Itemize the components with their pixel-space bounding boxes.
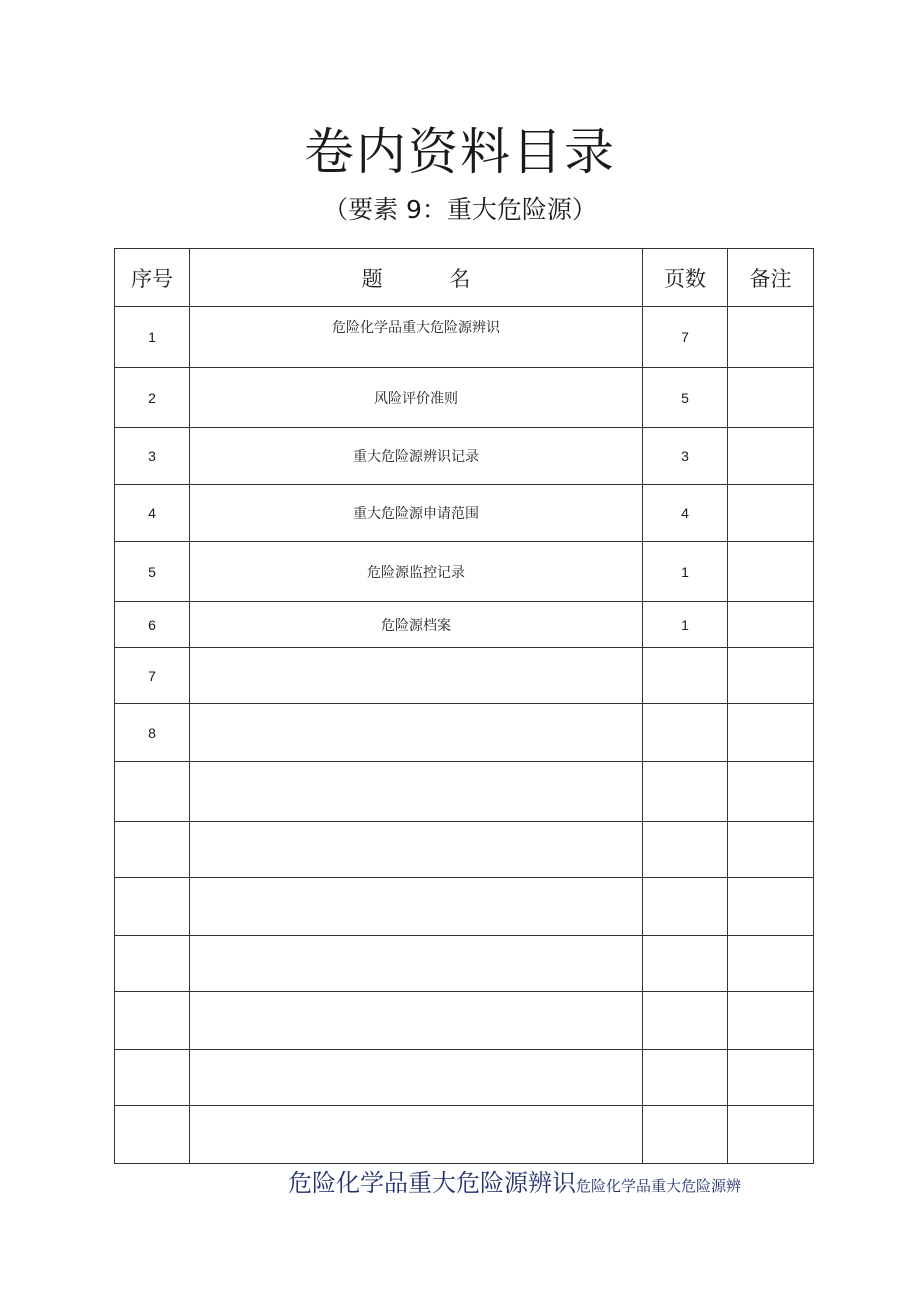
footer-large-text: 危险化学品重大危险源辨识	[288, 1169, 576, 1197]
row-pages: 3	[643, 428, 728, 485]
row-pages: 1	[643, 542, 728, 602]
table-row	[115, 542, 814, 602]
row-seq: 3	[115, 428, 190, 485]
footer-small-text: 危险化学品重大危险源辨	[576, 1177, 742, 1195]
row-name	[190, 1050, 643, 1106]
row-pages	[643, 878, 728, 936]
row-remarks	[728, 992, 814, 1050]
header-pages: 页数	[643, 249, 728, 307]
row-name: 危险化学品重大危险源辨识	[190, 307, 643, 368]
footer-running-text	[288, 1163, 741, 1198]
row-pages: 4	[643, 485, 728, 542]
row-pages	[643, 704, 728, 762]
table-row	[115, 936, 814, 992]
row-name	[190, 1106, 643, 1164]
table-row	[115, 428, 814, 485]
row-pages: 1	[643, 602, 728, 648]
row-name	[190, 762, 643, 822]
row-seq: 5	[115, 542, 190, 602]
row-pages: 7	[643, 307, 728, 368]
page-subtitle: （要素 9：重大危险源）	[323, 195, 597, 224]
row-name: 危险源监控记录	[190, 542, 643, 602]
row-name	[190, 648, 643, 704]
row-seq	[115, 762, 190, 822]
row-name	[190, 822, 643, 878]
row-name	[190, 936, 643, 992]
row-seq: 8	[115, 704, 190, 762]
row-seq: 1	[115, 307, 190, 368]
row-seq	[115, 992, 190, 1050]
row-pages	[643, 762, 728, 822]
row-name	[190, 704, 643, 762]
row-remarks	[728, 1106, 814, 1164]
row-seq: 2	[115, 368, 190, 428]
row-remarks	[728, 648, 814, 704]
row-remarks	[728, 762, 814, 822]
table-row	[115, 822, 814, 878]
row-remarks	[728, 542, 814, 602]
row-remarks	[728, 307, 814, 368]
row-name: 风险评价准则	[190, 368, 643, 428]
table-row	[115, 1050, 814, 1106]
table-header-row	[115, 249, 814, 307]
table-row	[115, 878, 814, 936]
table-row	[115, 307, 814, 368]
row-remarks	[728, 1050, 814, 1106]
table-row	[115, 762, 814, 822]
row-name	[190, 992, 643, 1050]
row-name: 危险源档案	[190, 602, 643, 648]
table-row	[115, 992, 814, 1050]
table-row	[115, 704, 814, 762]
row-remarks	[728, 878, 814, 936]
header-remarks: 备注	[728, 249, 814, 307]
catalog-table	[114, 248, 814, 1164]
row-remarks	[728, 485, 814, 542]
page-title: 卷内资料目录	[304, 123, 616, 181]
row-remarks	[728, 602, 814, 648]
row-pages	[643, 822, 728, 878]
row-remarks	[728, 704, 814, 762]
table-row	[115, 602, 814, 648]
table-row	[115, 368, 814, 428]
row-pages	[643, 648, 728, 704]
row-pages	[643, 1106, 728, 1164]
row-pages	[643, 1050, 728, 1106]
row-seq	[115, 822, 190, 878]
table-row	[115, 485, 814, 542]
row-seq	[115, 878, 190, 936]
row-remarks	[728, 428, 814, 485]
header-seq: 序号	[115, 249, 190, 307]
row-remarks	[728, 936, 814, 992]
row-pages	[643, 992, 728, 1050]
row-name: 重大危险源辨识记录	[190, 428, 643, 485]
row-seq: 4	[115, 485, 190, 542]
row-seq: 6	[115, 602, 190, 648]
row-name	[190, 878, 643, 936]
table-row	[115, 1106, 814, 1164]
row-seq	[115, 1050, 190, 1106]
row-seq	[115, 936, 190, 992]
row-seq: 7	[115, 648, 190, 704]
row-remarks	[728, 368, 814, 428]
row-pages: 5	[643, 368, 728, 428]
table-row	[115, 648, 814, 704]
row-remarks	[728, 822, 814, 878]
row-seq	[115, 1106, 190, 1164]
row-pages	[643, 936, 728, 992]
row-name: 重大危险源申请范围	[190, 485, 643, 542]
header-name: 题 名	[190, 249, 643, 307]
